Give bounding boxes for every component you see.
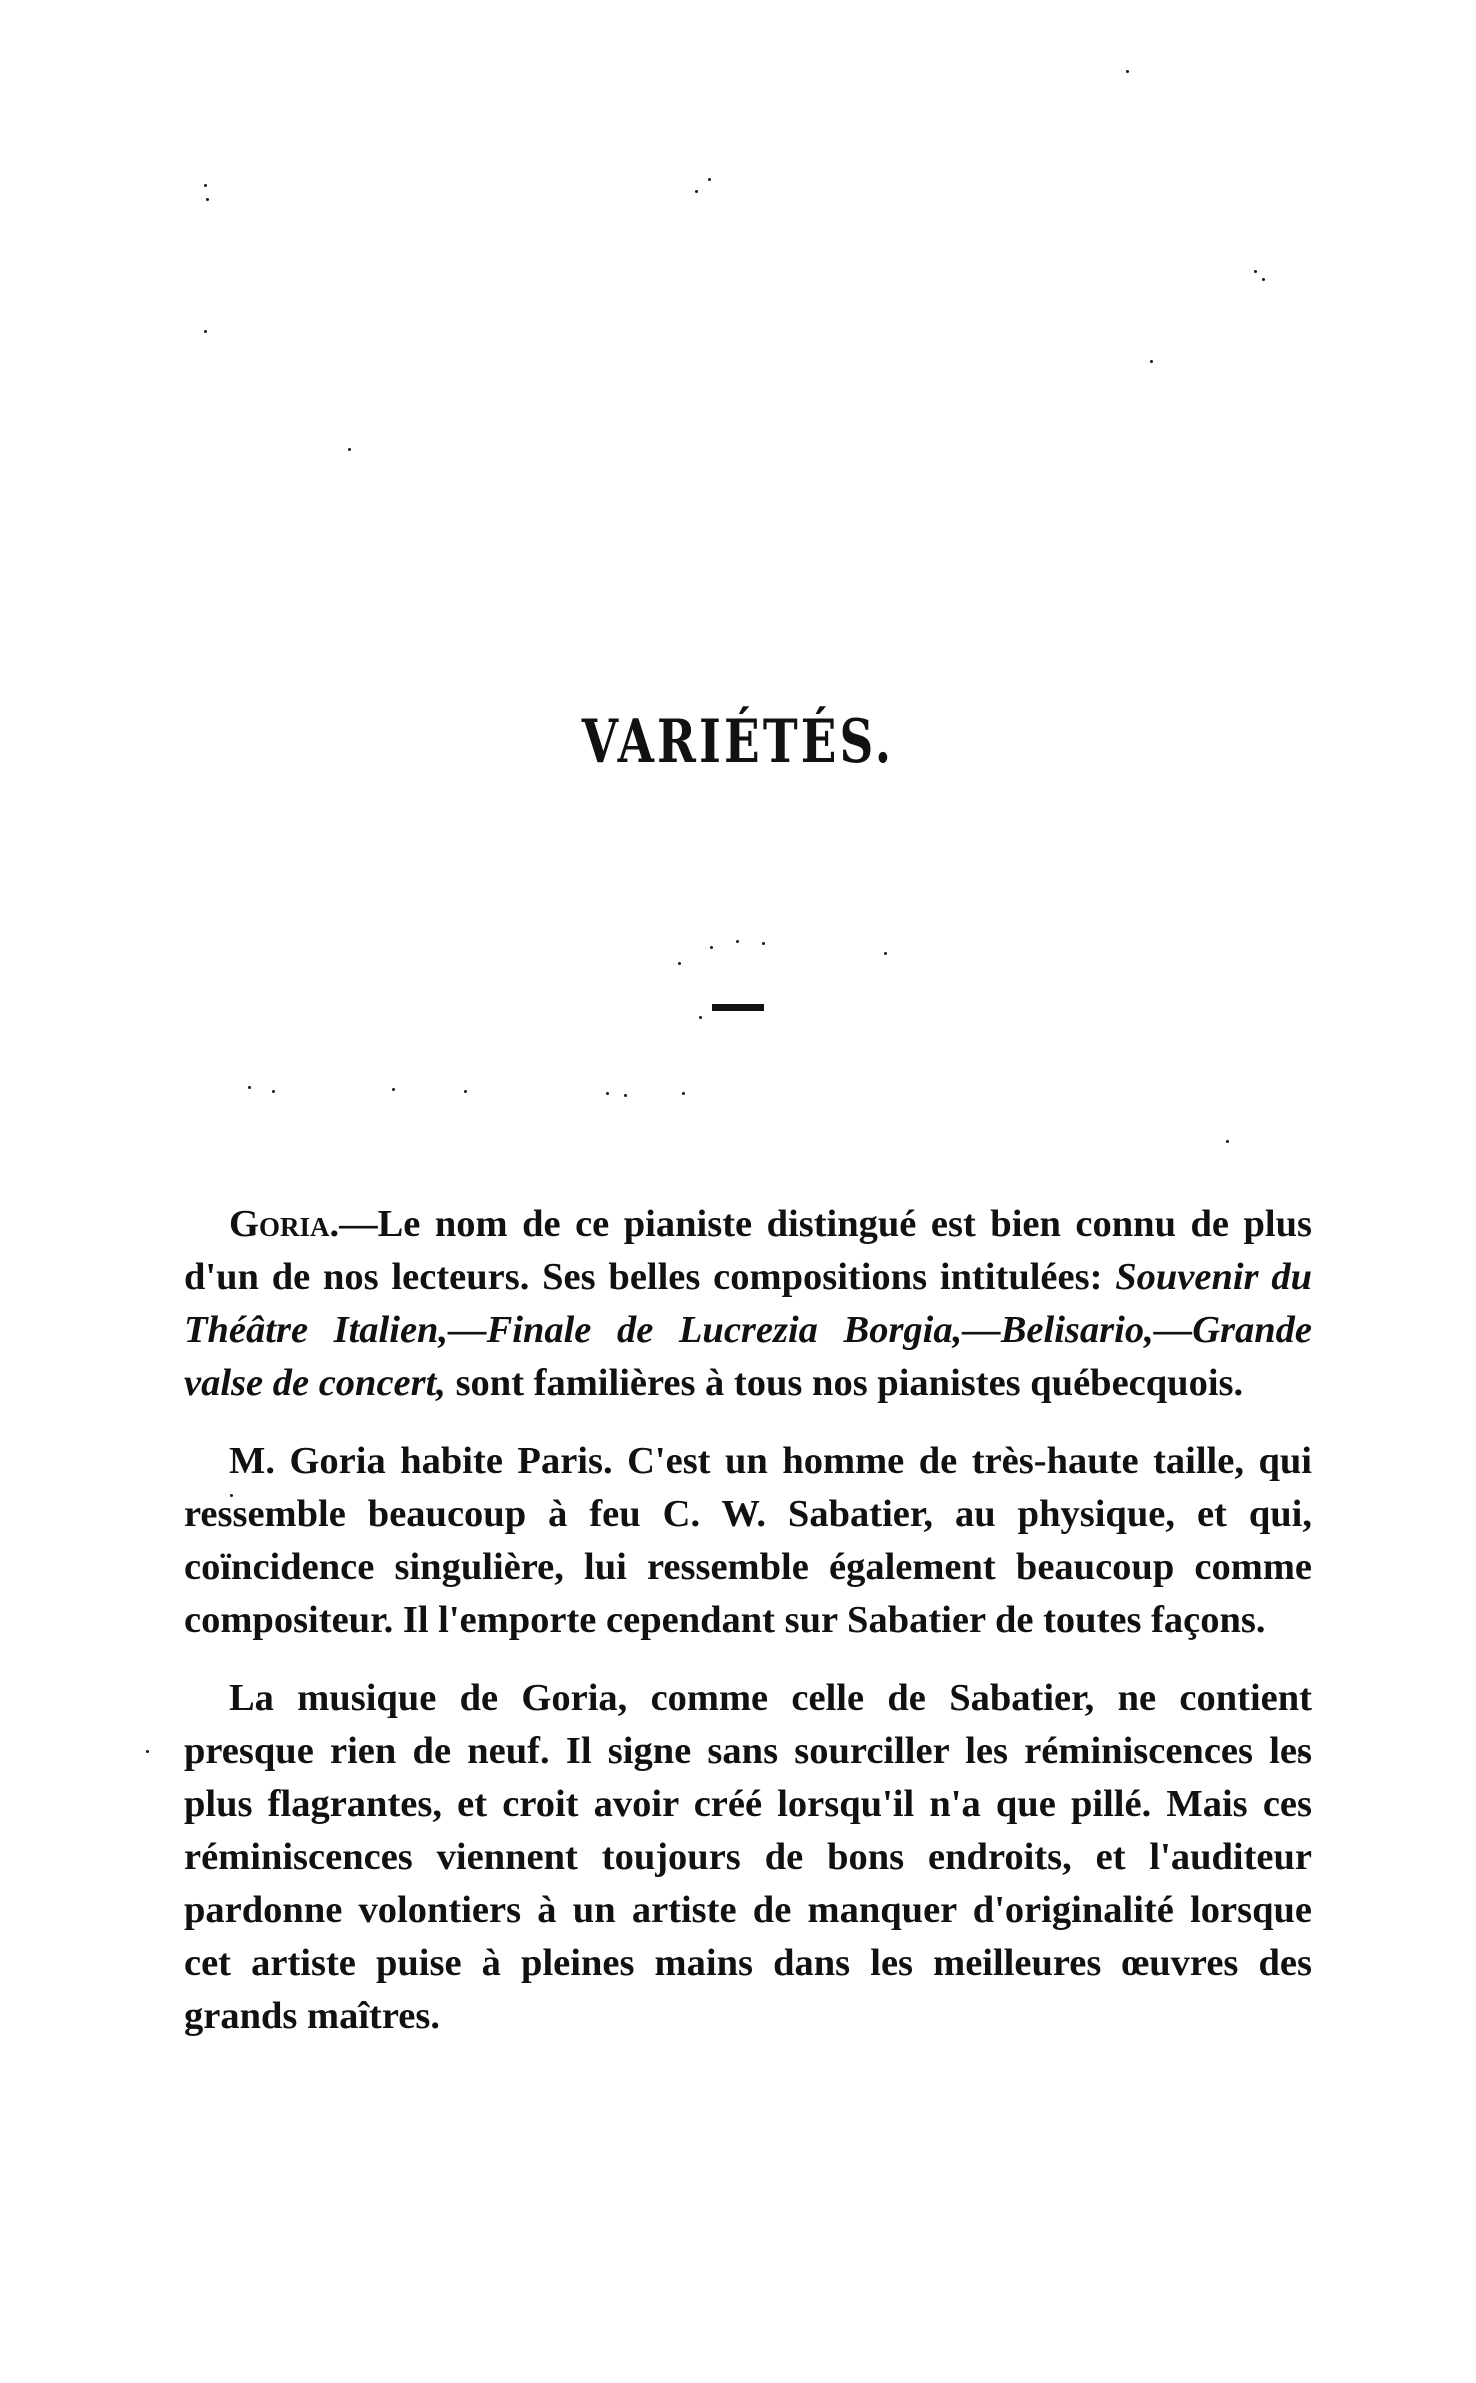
lead-name: Goria.: [229, 1203, 340, 1245]
separator-dash: [712, 1004, 764, 1011]
scan-speck: [392, 1088, 395, 1091]
scan-speck: [678, 962, 681, 965]
article-body: [184, 1198, 1312, 2068]
scan-speck: [348, 448, 351, 451]
scan-speck: [624, 1094, 627, 1097]
scan-speck: [606, 1092, 609, 1095]
scan-speck: [710, 946, 713, 949]
scan-speck: [699, 1016, 702, 1019]
scan-speck: [1126, 70, 1129, 73]
paragraph: M. Goria habite Paris. C'est un homme de très-haute taille, qui ressemble beaucoup à feu C. W. Sabatier, au physique, et qui, coïncidence singulière, lui ressemble également beaucoup comme compositeur. Il l'emporte cependant sur Sabatier de toutes façons.: [184, 1440, 1312, 1641]
paragraph-text: sont familières à tous nos pianistes québecquois.: [445, 1362, 1244, 1404]
paragraph: La musique de Goria, comme celle de Sabatier, ne contient presque rien de neuf. Il signe sans sourciller les réminiscences les plus flagrantes, et croit avoir créé lorsqu'il n'a que pillé. Mais ces réminiscences viennent toujours de bons endroits, et l'auditeur pardonne volontiers à un artiste de manquer d'originalité lorsque cet artiste puise à pleines mains dans les meilleures œuvres des grands maîtres.: [184, 1677, 1312, 2037]
scan-speck: [1226, 1140, 1229, 1143]
paragraph: [184, 1198, 1312, 1410]
scan-speck: [695, 190, 698, 193]
scan-speck: [682, 1092, 685, 1095]
scan-speck: [248, 1086, 251, 1089]
scan-speck: [1254, 270, 1257, 273]
scan-speck: [708, 178, 711, 181]
scan-speck: [206, 198, 209, 201]
scan-speck: [884, 952, 887, 955]
scan-speck: [204, 330, 207, 333]
scan-speck: [1262, 278, 1265, 281]
works-title-list: Souvenir du Théâtre Italien,—Finale de Lucrezia Borgia,—Belisario,—Grande valse de concert,: [184, 1256, 1312, 1404]
scan-speck: [272, 1090, 275, 1093]
section-heading: VARIÉTÉS.: [581, 707, 895, 777]
scan-speck: [464, 1090, 467, 1093]
scan-speck: [736, 940, 739, 943]
scan-speck: [1150, 360, 1153, 363]
paragraph-text: —Le nom de ce pianiste distingué est bien connu de plus d'un de nos lecteurs. Ses belles compositions intitulées:: [184, 1203, 1312, 1298]
scan-speck: [146, 1750, 149, 1753]
scan-speck: [762, 942, 765, 945]
scan-speck: [204, 184, 207, 187]
